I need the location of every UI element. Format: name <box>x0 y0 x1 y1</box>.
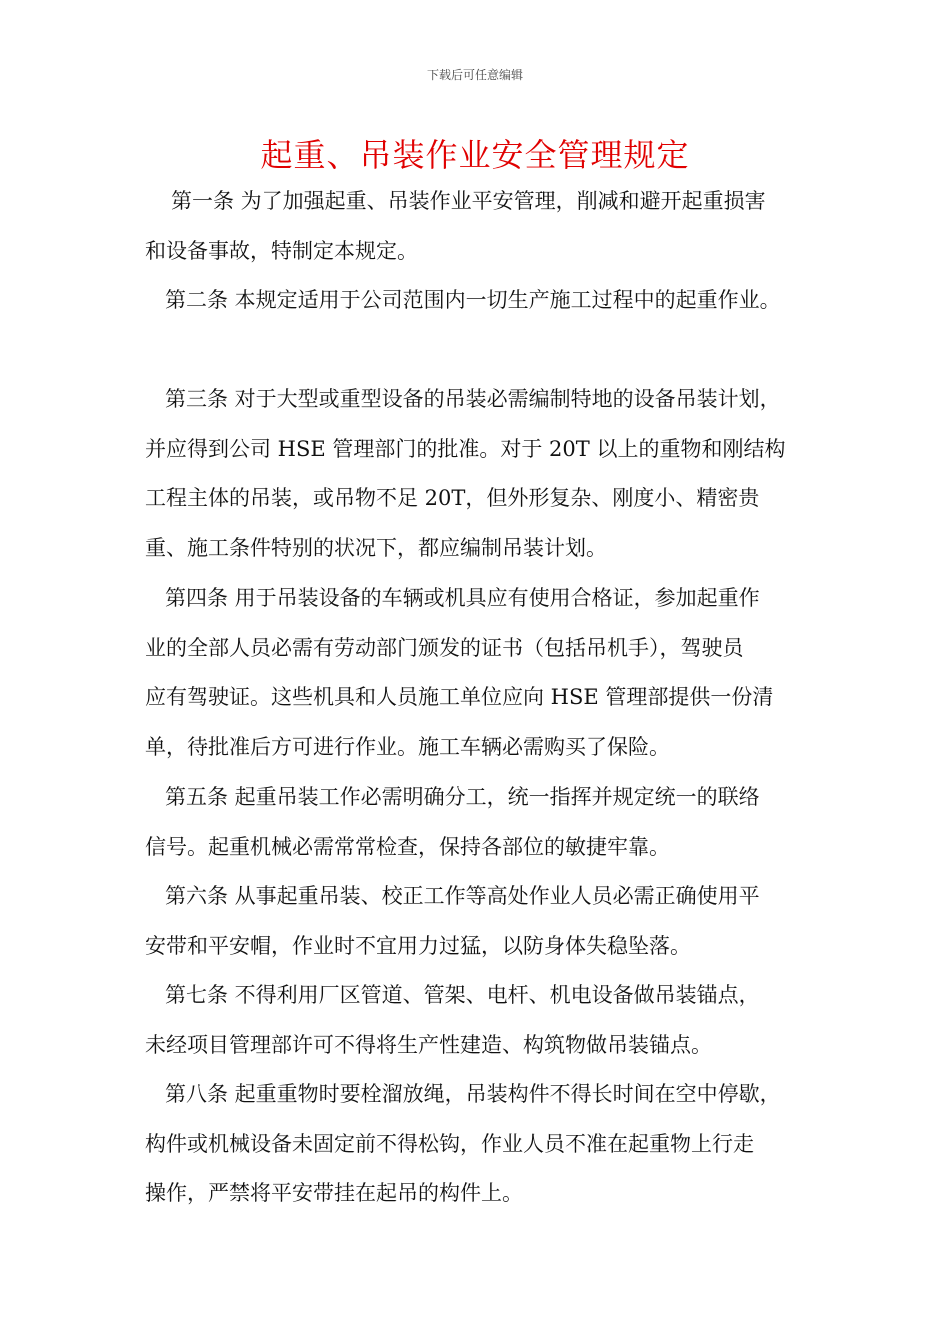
article-5 <box>145 773 835 872</box>
article-line: 构件或机械设备未固定前不得松钩，作业人员不准在起重物上行走 <box>145 1131 754 1156</box>
article-line: 信号。起重机械必需常常检查，保持各部位的敏捷牢靠。 <box>145 834 670 859</box>
article-line: 第七条 不得利用厂区管道、管架、电杆、机电设备做吊装锚点， <box>165 983 760 1007</box>
article-line: 第三条 对于大型或重型设备的吊装必需编制特地的设备吊装计划， <box>165 387 781 411</box>
article-line: 和设备事故，特制定本规定。 <box>145 238 418 263</box>
article-6 <box>145 872 835 971</box>
article-4 <box>145 574 835 772</box>
article-3 <box>145 375 835 573</box>
article-line: 并应得到公司 HSE 管理部门的批准。对于 20T 以上的重物和刚结构 <box>145 436 786 461</box>
article-line: 第六条 从事起重吊装、校正工作等高处作业人员必需正确使用平 <box>165 884 760 908</box>
article-line: 第二条 本规定适用于公司范围内一切生产施工过程中的起重作业。 <box>165 288 781 312</box>
article-line: 第八条 起重重物时要栓溜放绳，吊装构件不得长时间在空中停歇， <box>165 1082 781 1106</box>
article-line: 安带和平安帽，作业时不宜用力过猛，以防身体失稳坠落。 <box>145 933 691 958</box>
article-line: 重、施工条件特别的状况下，都应编制吊装计划。 <box>145 535 607 560</box>
article-8 <box>145 1070 835 1219</box>
article-line: 第五条 起重吊装工作必需明确分工，统一指挥并规定统一的联络 <box>165 785 760 809</box>
article-line: 单，待批准后方可进行作业。施工车辆必需购买了保险。 <box>145 734 670 759</box>
article-line: 操作，严禁将平安带挂在起吊的构件上。 <box>145 1181 523 1206</box>
article-1 <box>145 177 835 276</box>
header-note: 下载后可任意编辑 <box>426 68 523 82</box>
article-line: 第一条 为了加强起重、吊装作业平安管理，削减和避开起重损害 <box>171 189 766 213</box>
article-2 <box>145 276 835 326</box>
article-line: 应有驾驶证。这些机具和人员施工单位应向 HSE 管理部提供一份清 <box>145 685 774 710</box>
article-7 <box>145 971 835 1070</box>
article-line: 工程主体的吊装，或吊物不足 20T，但外形复杂、刚度小、精密贵 <box>145 486 760 511</box>
document-title: 起重、吊装作业安全管理规定 <box>260 136 690 174</box>
article-line: 未经项目管理部许可不得将生产性建造、构筑物做吊装锚点。 <box>145 1032 712 1057</box>
article-line: 业的全部人员必需有劳动部门颁发的证书（包括吊机手），驾驶员 <box>145 635 744 660</box>
article-line: 第四条 用于吊装设备的车辆或机具应有使用合格证，参加起重作 <box>165 586 760 610</box>
